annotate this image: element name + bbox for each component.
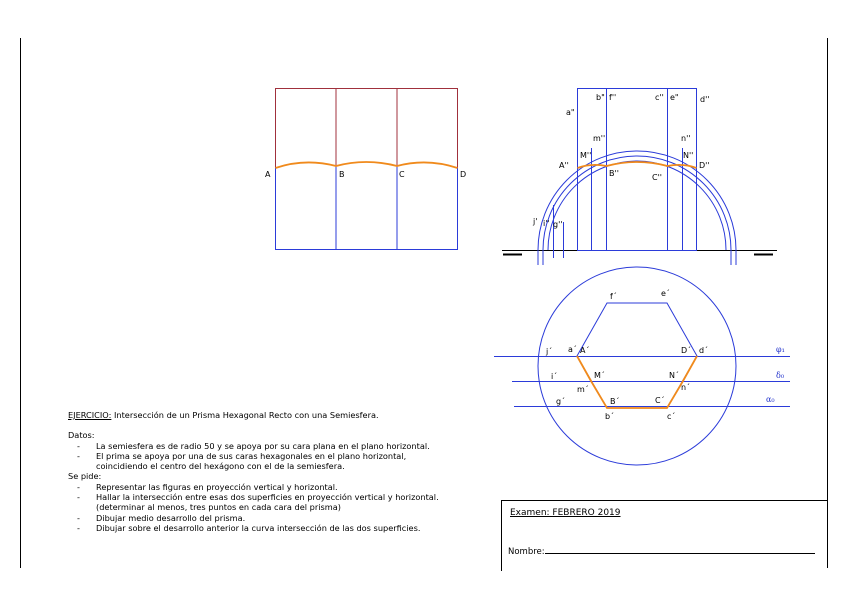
label-m1: m´ [577,385,589,394]
label-C2: C'' [652,173,662,182]
vertical-projection [502,88,777,265]
datos-item-continuation: coincidiendo el centro del hexágono con el de la semiesfera. [96,461,345,472]
development-upper-part [276,89,458,169]
label-n1: n´ [681,383,691,392]
datos-heading: Datos: [68,430,95,441]
label-g1: g´ [556,397,566,406]
development-intersection-curve [276,162,458,168]
label-a2: a" [566,108,575,117]
name-field[interactable] [508,544,815,557]
development-outline [276,89,458,250]
label-i2: i'' [543,219,550,228]
sphere-inner-contour [548,161,726,250]
label-plane-phi: φ₁ [776,345,785,354]
label-A: A [265,170,271,179]
exercise-title [68,410,488,420]
prism-elevation-outline [578,89,697,251]
name-line[interactable] [545,544,815,554]
label-plane-delta: δ₀ [776,371,785,380]
label-m2: m'' [593,134,606,143]
label-M2: M'' [580,151,592,160]
name-label: Nombre: [508,547,545,557]
datos-item: - El prima se apoya por una de sus caras hexagonales en el plano horizontal, [68,451,488,461]
label-i1: i´ [551,372,558,381]
pide-item: - Hallar la intersección entre esas dos superficies en proyección vertical y horizontal. [68,492,488,502]
label-B2: B'' [609,169,619,178]
pide-item: - Representar las figuras en proyección vertical y horizontal. [68,482,488,492]
prism-plan-hexagon [577,303,697,408]
exercise-title-text: Intersección de un Prisma Hexagonal Recto con una Semiesfera. [111,410,379,420]
label-B: B [339,170,345,179]
label-A1: A´ [580,346,590,355]
label-a1: a´ [568,345,577,354]
label-b1: b´ [605,412,615,421]
pide-item: - Dibujar medio desarrollo del prisma. [68,513,488,523]
pide-item-continuation: (determinar al menos, tres puntos en cada cara del prisma) [96,502,341,513]
label-D2: D'' [699,161,710,170]
label-j1: j´ [546,347,553,356]
label-f2: f'' [609,93,617,102]
sphere-contour [543,156,731,265]
label-C: C [399,170,405,179]
sphere-plan-circle [538,267,736,465]
label-n2: n'' [681,134,691,143]
label-j2: j' [533,217,538,226]
elevation-intersection-curve [578,162,697,168]
pide-list-more [68,513,488,534]
label-b2: b" [596,93,605,102]
label-D: D [460,170,467,179]
label-f1: f´ [610,292,617,301]
label-N1: N´ [669,371,679,380]
label-D1: D´ [681,346,692,355]
label-M1: M´ [594,371,605,380]
label-plane-alpha: α₀ [766,395,775,404]
label-e1: e´ [661,289,670,298]
horizontal-projection [494,267,790,465]
prism-development [265,88,466,250]
label-d1: d´ [699,346,709,355]
label-e2: e" [670,93,679,102]
pide-heading: Se pide: [68,471,102,482]
exercise-statement [68,410,488,533]
label-c1: c´ [667,412,676,421]
exercise-title-label: EJERCICIO: [68,410,112,420]
label-A2: A'' [559,161,569,170]
label-g2: g'' [553,220,563,229]
exam-info-box [501,500,828,571]
datos-list [68,441,488,462]
label-B1: B´ [610,397,620,406]
datos-item: - La semiesfera es de radio 50 y se apoya por su cara plana en el plano horizontal. [68,441,488,451]
pide-item: - Dibujar sobre el desarrollo anterior la curva intersección de las dos superficies. [68,523,488,533]
label-C1: C´ [655,396,665,405]
pide-list [68,482,488,503]
label-d2: d'' [700,95,710,104]
exam-title: Examen: FEBRERO 2019 [510,508,621,518]
label-c2: c'' [655,93,664,102]
label-N2: N'' [683,151,694,160]
